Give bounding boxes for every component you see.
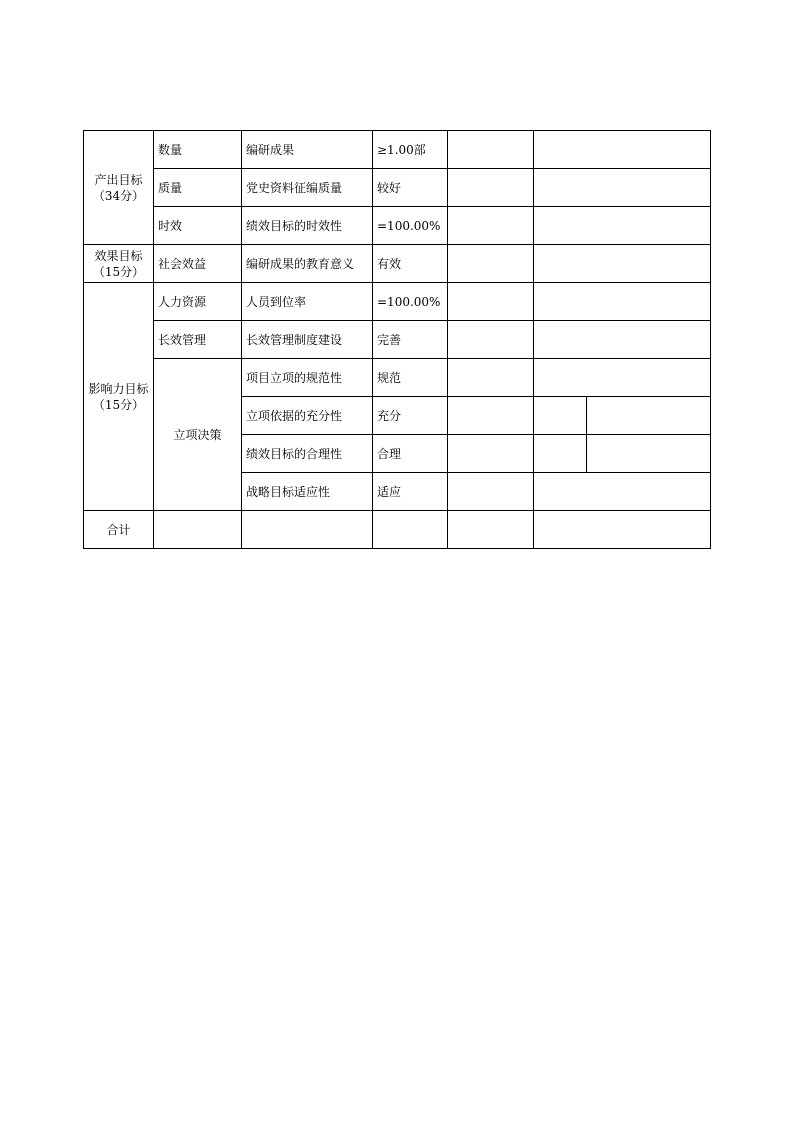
indicator-cell: 编研成果的教育意义 [242, 245, 373, 283]
empty-cell [448, 245, 534, 283]
group-output-cell [84, 131, 154, 245]
sub-indicator-cell: 数量 [154, 131, 242, 169]
empty-cell [448, 283, 534, 321]
empty-cell [534, 169, 711, 207]
indicator-cell: 绩效目标的合理性 [242, 435, 373, 473]
value-cell: 较好 [373, 169, 448, 207]
value-cell: 适应 [373, 473, 448, 511]
empty-cell [534, 131, 711, 169]
empty-cell [448, 131, 534, 169]
table-row [84, 207, 711, 245]
value-cell: ≥1.00部 [373, 131, 448, 169]
empty-cell [448, 511, 534, 549]
group-score: （15分） [92, 264, 145, 279]
sub-indicator-cell: 立项决策 [154, 359, 242, 511]
empty-cell [448, 207, 534, 245]
indicator-cell: 项目立项的规范性 [242, 359, 373, 397]
sub-indicator-cell: 质量 [154, 169, 242, 207]
indicator-cell: 人员到位率 [242, 283, 373, 321]
indicator-cell: 党史资料征编质量 [242, 169, 373, 207]
empty-cell [587, 397, 711, 435]
sub-indicator-cell: 时效 [154, 207, 242, 245]
empty-cell [373, 511, 448, 549]
empty-cell [448, 321, 534, 359]
sub-indicator-cell: 人力资源 [154, 283, 242, 321]
empty-cell [534, 359, 711, 397]
indicator-cell: 立项依据的充分性 [242, 397, 373, 435]
indicator-cell: 编研成果 [242, 131, 373, 169]
table-row [84, 169, 711, 207]
table-row [84, 359, 711, 397]
table-row [84, 245, 711, 283]
empty-cell [587, 435, 711, 473]
empty-cell [154, 511, 242, 549]
sub-indicator-cell: 长效管理 [154, 321, 242, 359]
indicator-cell: 战略目标适应性 [242, 473, 373, 511]
group-score: （15分） [92, 397, 145, 412]
table-row [84, 321, 711, 359]
sub-indicator-cell: 社会效益 [154, 245, 242, 283]
group-name: 影响力目标 [88, 381, 149, 396]
group-impact-cell [84, 283, 154, 511]
empty-cell [534, 245, 711, 283]
indicator-cell: 长效管理制度建设 [242, 321, 373, 359]
empty-cell [534, 321, 711, 359]
empty-cell [534, 511, 711, 549]
empty-cell [242, 511, 373, 549]
empty-cell [448, 359, 534, 397]
value-cell: 有效 [373, 245, 448, 283]
empty-cell [534, 207, 711, 245]
empty-cell [534, 473, 711, 511]
empty-cell [448, 397, 534, 435]
group-score: （34分） [92, 188, 145, 203]
total-label-cell: 合计 [84, 511, 154, 549]
group-name: 产出目标 [94, 172, 143, 187]
empty-cell [448, 473, 534, 511]
performance-table [83, 130, 711, 549]
indicator-cell: 绩效目标的时效性 [242, 207, 373, 245]
value-cell: =100.00% [373, 283, 448, 321]
value-cell: 规范 [373, 359, 448, 397]
empty-cell [448, 169, 534, 207]
empty-cell [534, 435, 587, 473]
empty-cell [448, 435, 534, 473]
value-cell: 完善 [373, 321, 448, 359]
table-row [84, 283, 711, 321]
table-row [84, 511, 711, 549]
value-cell: 充分 [373, 397, 448, 435]
group-effect-cell [84, 245, 154, 283]
empty-cell [534, 283, 711, 321]
group-name: 效果目标 [94, 248, 143, 263]
value-cell: 合理 [373, 435, 448, 473]
value-cell: =100.00% [373, 207, 448, 245]
empty-cell [534, 397, 587, 435]
table-row [84, 131, 711, 169]
